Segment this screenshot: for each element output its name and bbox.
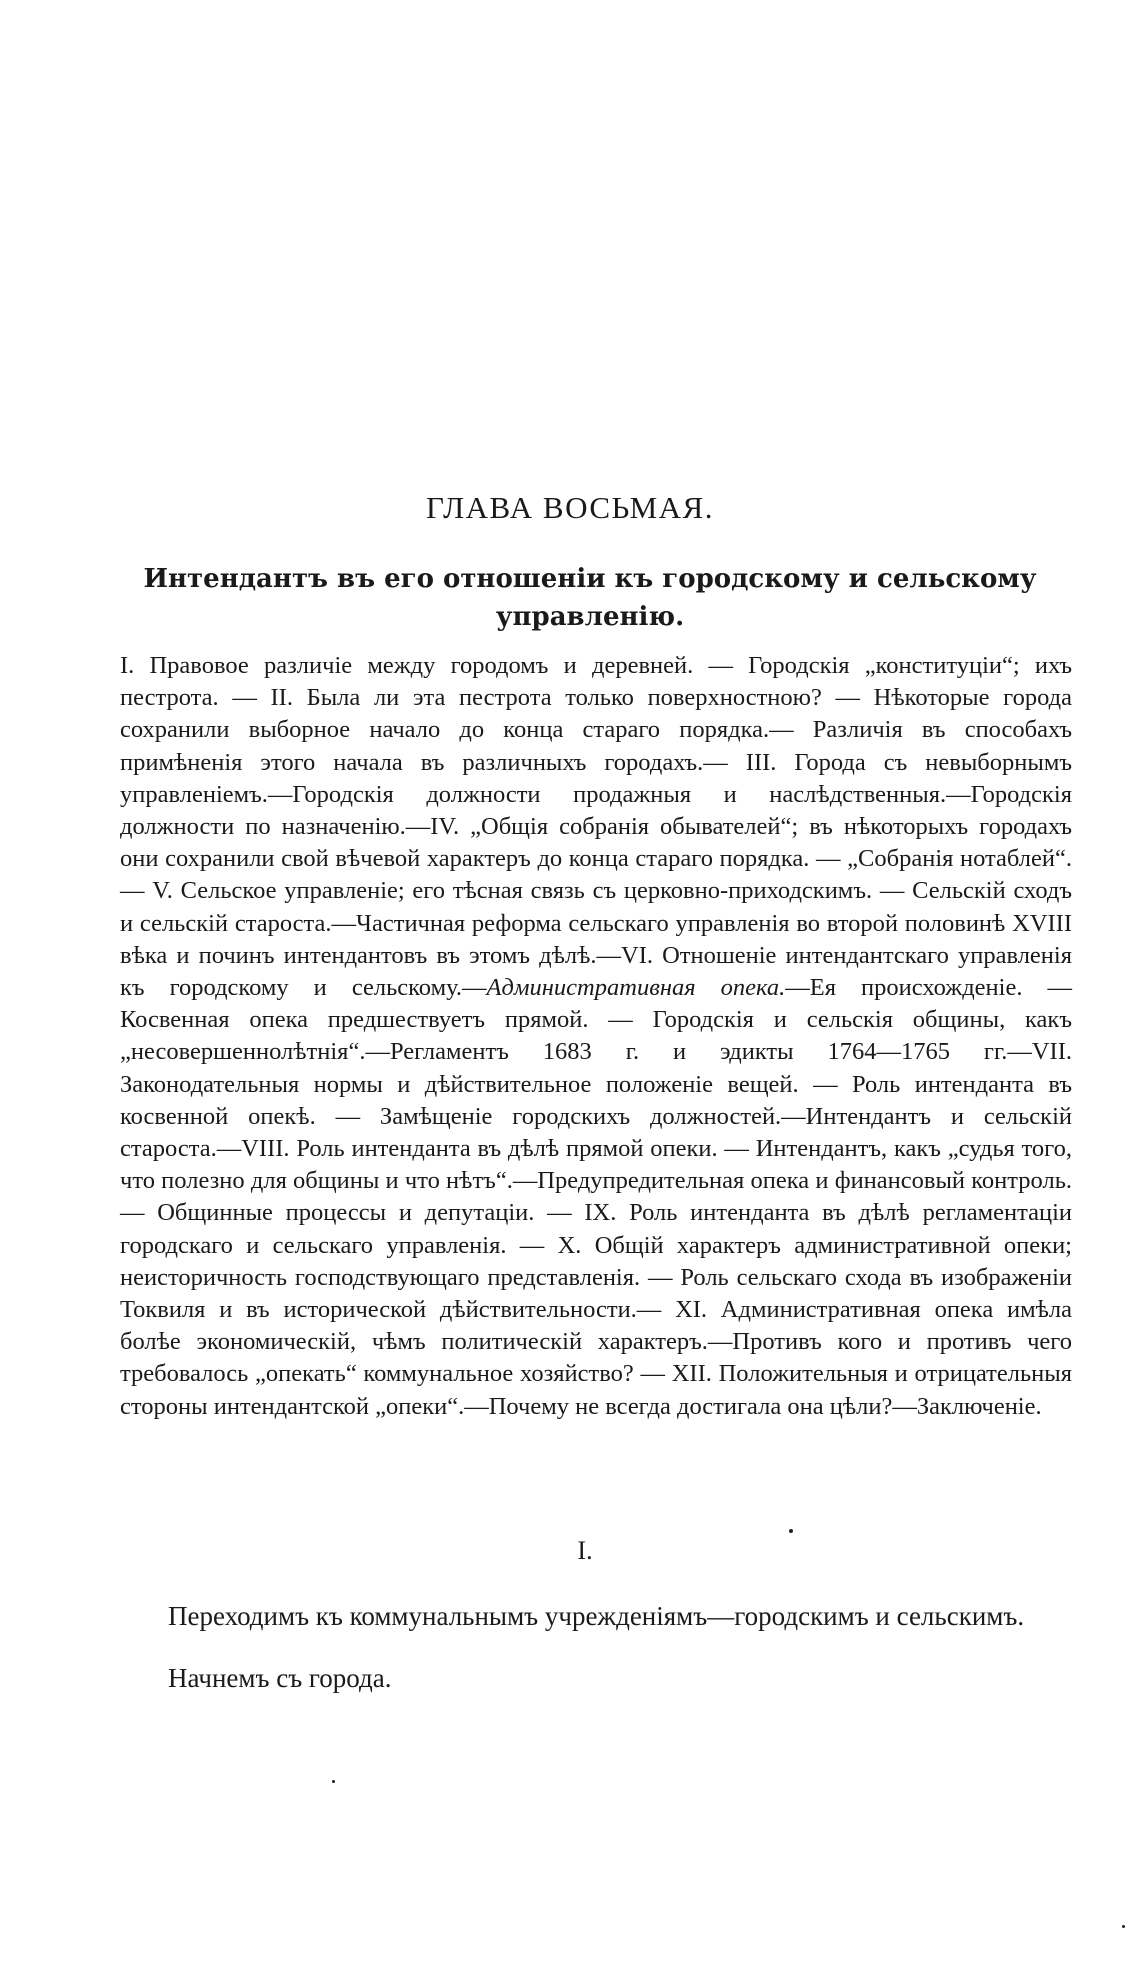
summary-text-continued: —Ея происхожденіе. — Косвенная опека предшествуетъ прямой. — Городскія и сельскія общины, какъ „несовершеннолѣтнія“.—Регламентъ 1683 г. и эдикты 1764—1765 гг.—VII. Законодательныя нормы и дѣйствительное положеніе вещей. — Роль интенданта въ косвенной опекѣ. — Замѣщеніе городскихъ должностей.—Интендантъ и сельскій староста.—VIII. Роль интенданта въ дѣлѣ прямой опеки. — Интендантъ, какъ „судья того, что полезно для общины и что нѣтъ“.—Предупредительная опека и финансовый контроль.— Общинные процессы и депутаціи. — IX. Роль интенданта въ дѣлѣ регламентаціи городскаго и сельскаго управленія. — X. Общій характеръ административной опеки; неисторичность господствующаго представленія. — Роль сельскаго схода въ изображеніи Токвиля и въ исторической дѣйствительности.— XI. Административная опека имѣла болѣе экономическій, чѣмъ политическій характеръ.—Противъ кого и противъ чего требовалось „опекать“ коммунальное хозяйство? — XII. Положительныя и отрицательныя стороны интендантской „опеки“.—Почему не всегда достигала она цѣли?—Заключеніе. (120, 974, 1072, 1420)
body-text (120, 1596, 1072, 1698)
chapter-summary (120, 650, 1072, 1423)
summary-italic-term: Административная опека. (486, 974, 786, 1002)
print-speck (789, 1529, 793, 1533)
print-speck (1122, 1925, 1125, 1928)
chapter-title: ГЛАВА ВОСЬМАЯ. (426, 490, 714, 525)
paragraph: Переходимъ къ коммунальнымъ учрежденіямъ—городскимъ и сельскимъ. (168, 1601, 1025, 1631)
section-number: I. (577, 1536, 593, 1565)
print-speck (332, 1780, 335, 1783)
summary-text: I. Правовое различіе между городомъ и деревней. — Городскія „конституціи“; ихъ пестрота. — II. Была ли эта пестрота только поверхностною? — Нѣкоторые города сохранили выборное начало до конца стараго порядка.— Различія въ способахъ примѣненія этого начала въ различныхъ городахъ.— III. Города съ невыборнымъ управленіемъ.—Городскія должности продажныя и наслѣдственныя.—Городскія должности по назначенію.—IV. „Общія собранія обывателей“; въ нѣкоторыхъ городахъ они сохранили свой вѣчевой характеръ до конца стараго порядка. — „Собранія нотаблей“. — V. Сельское управленіе; его тѣсная связь съ церковно-приходскимъ. — Сельскій сходъ и сельскій староста.—Частичная реформа сельскаго управленія во второй половинѣ XVIII вѣка и починъ интендантовъ въ этомъ дѣлѣ.—VI. Отношеніе интендантскаго управленія къ городскому и сельскому.— (120, 652, 1072, 1002)
chapter-heading: Интендантъ въ его отношеніи къ городскому и сельскому управленію. (143, 564, 1037, 632)
paragraph: Начнемъ съ города. (168, 1663, 392, 1693)
